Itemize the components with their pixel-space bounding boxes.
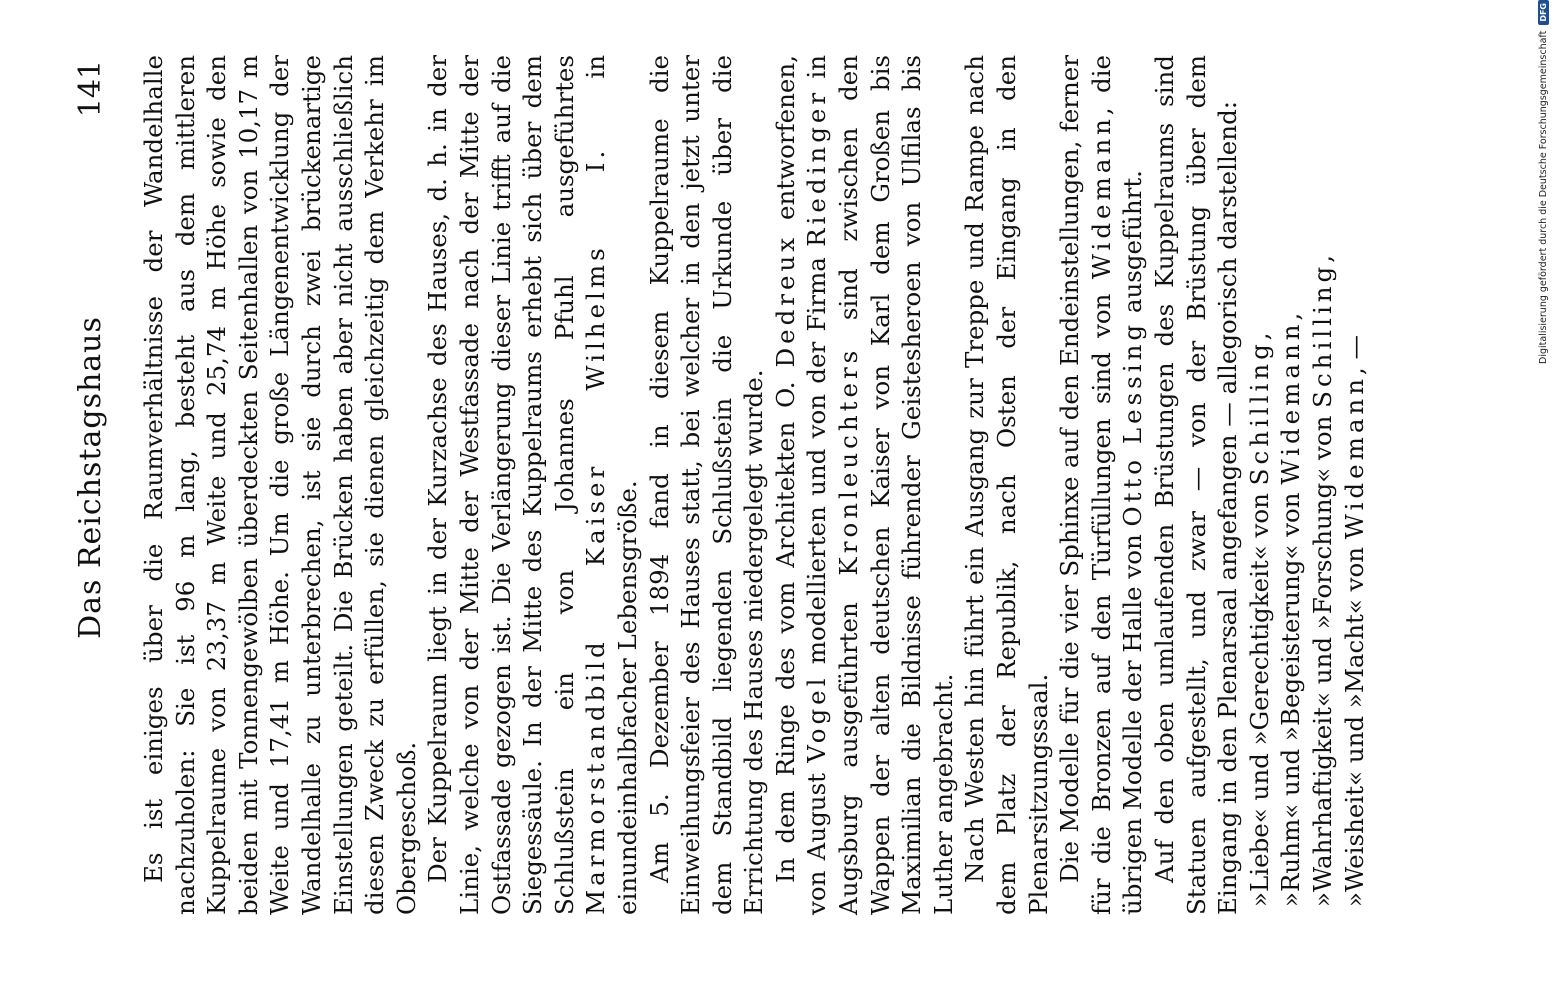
text-segment: »Ruhm« und »Begeisterung« von: [1276, 484, 1306, 907]
spaced-name: Otto Lessing: [1118, 320, 1148, 527]
spaced-name: Kronleuchters: [834, 346, 864, 576]
body-text: [138, 55, 1370, 915]
spaced-name: Marmorstandbild Kaiser Wilhelms I.: [581, 146, 611, 915]
text-segment: , —: [1339, 334, 1369, 376]
text-segment: In dem Ringe des vom Architekten O.: [770, 367, 800, 883]
text-segment: ausgeführt.: [1118, 170, 1148, 321]
text-segment: sind zwischen den Wappen der alten deutschen Kaiser von Karl dem Großen bis Maximilian die Bildnisse führender Geistesheroen von Ulfilas bis Luther angebracht.: [834, 55, 958, 915]
statue-line: [1275, 55, 1307, 915]
text-segment: in einundeinhalbfacher Lebensgröße.: [581, 54, 642, 915]
text-segment: ,: [1244, 332, 1274, 341]
paragraphs: [138, 55, 1244, 915]
text-segment: »Wahrhaftigkeit« und »Forschung« von: [1307, 407, 1337, 907]
spaced-name: Schilling: [1307, 262, 1337, 408]
spaced-name: Widemann: [1086, 115, 1116, 280]
paragraph: [422, 55, 643, 915]
dfg-logo: DFG: [1538, 0, 1549, 25]
text-segment: Nach Westen hin führt ein Ausgang zur Treppe und Rampe nach dem Platz der Republik, nach Osten der Eingang in den Plenarsitzungssaal.: [960, 55, 1053, 915]
spaced-name: Widemann: [1339, 375, 1369, 540]
text-segment: ,: [1276, 312, 1306, 321]
statue-line: [1307, 55, 1339, 915]
paragraph: [959, 55, 1054, 915]
text-segment: Am 5. Dezember 1894 fand in diesem Kuppelraume die Einweihungsfeier des Hauses statt, bei welcher in den jetzt unter dem Standbild liegenden Schlußstein die Urkunde über die Errichtung des Hauses niedergelegt wurde.: [644, 55, 769, 915]
statue-line: [1244, 55, 1276, 915]
text-segment: , die übrigen Modelle der Halle von: [1086, 54, 1148, 915]
text-segment: Die Modelle für die vier Sphinxe auf den Endeinstellungen, ferner für die Bronzen auf den Türfüllungen sind von: [1055, 55, 1116, 915]
text-segment: ,: [1307, 254, 1337, 263]
spaced-name: Dedreux: [770, 233, 800, 368]
spaced-name: Vogel: [802, 674, 832, 763]
paragraph: [1149, 55, 1244, 915]
digitization-notice: [1528, 0, 1558, 400]
text-segment: in Augsburg ausgeführten: [802, 55, 864, 915]
text-segment: Auf den oben umlaufenden Brüstungen des Kuppelraums sind Statuen aufgestellt, und zwar — von der Brüstung über dem Eingang in den Plenarsaal angefangen — allegorisch darstellend:: [1150, 55, 1243, 915]
text-segment: modellierten und von der Firma: [802, 246, 832, 675]
text-segment: entworfenen, von August: [770, 55, 832, 915]
text-segment: Es ist einiges über die Raumverhältnisse der Wandelhalle nachzuholen: Sie ist 96 m lang, besteht aus dem mittleren Kuppelraume von 23,37 m Weite und 25,74 m Höhe sowie den beiden mit Tonnengewölben überdeckten Seitenhallen von 10,17 m Weite und 17,41 m Höhe. Um die große Längenentwicklung der Wandelhalle zu unterbrechen, ist sie durch zwei brückenartige Einstellungen geteilt. Die Brücken haben aber nicht ausschließlich diesen Zweck zu erfüllen, sie dienen gleichzeitig dem Verkehr im Obergeschoß.: [139, 55, 421, 915]
running-title: Das Reichstagshaus: [72, 316, 108, 639]
paragraph: [1054, 55, 1149, 915]
page-number: 141: [72, 60, 108, 118]
statue-list: [1244, 55, 1370, 915]
statue-line: [1339, 55, 1371, 915]
spaced-name: Riedinger: [802, 88, 832, 247]
spaced-name: Schilling: [1244, 340, 1274, 486]
digitization-notice-text: Digitalisierung gefördert durch die Deutsche Forschungsgemeinschaft: [1537, 30, 1549, 364]
running-header: [60, 60, 120, 895]
text-segment: Der Kuppelraum liegt in der Kurzachse des Hauses, d. h. in der Linie, welche von der Mitte der Westfassade nach der Mitte der Ostfassade gezogen ist. Die Verlängerung dieser Linie trifft auf die Siegessäule. In der Mitte des Kuppelraums erhebt sich über dem Schlußstein ein von Johannes Pfuhl ausgeführtes: [423, 55, 579, 915]
paragraph: [770, 55, 960, 915]
text-segment: »Weisheit« und »Macht« von: [1339, 539, 1369, 907]
text-segment: »Liebe« und »Gerechtigkeit« von: [1244, 485, 1274, 907]
spaced-name: Widemann: [1276, 320, 1306, 485]
paragraph: [138, 55, 422, 915]
paragraph: [644, 55, 770, 915]
